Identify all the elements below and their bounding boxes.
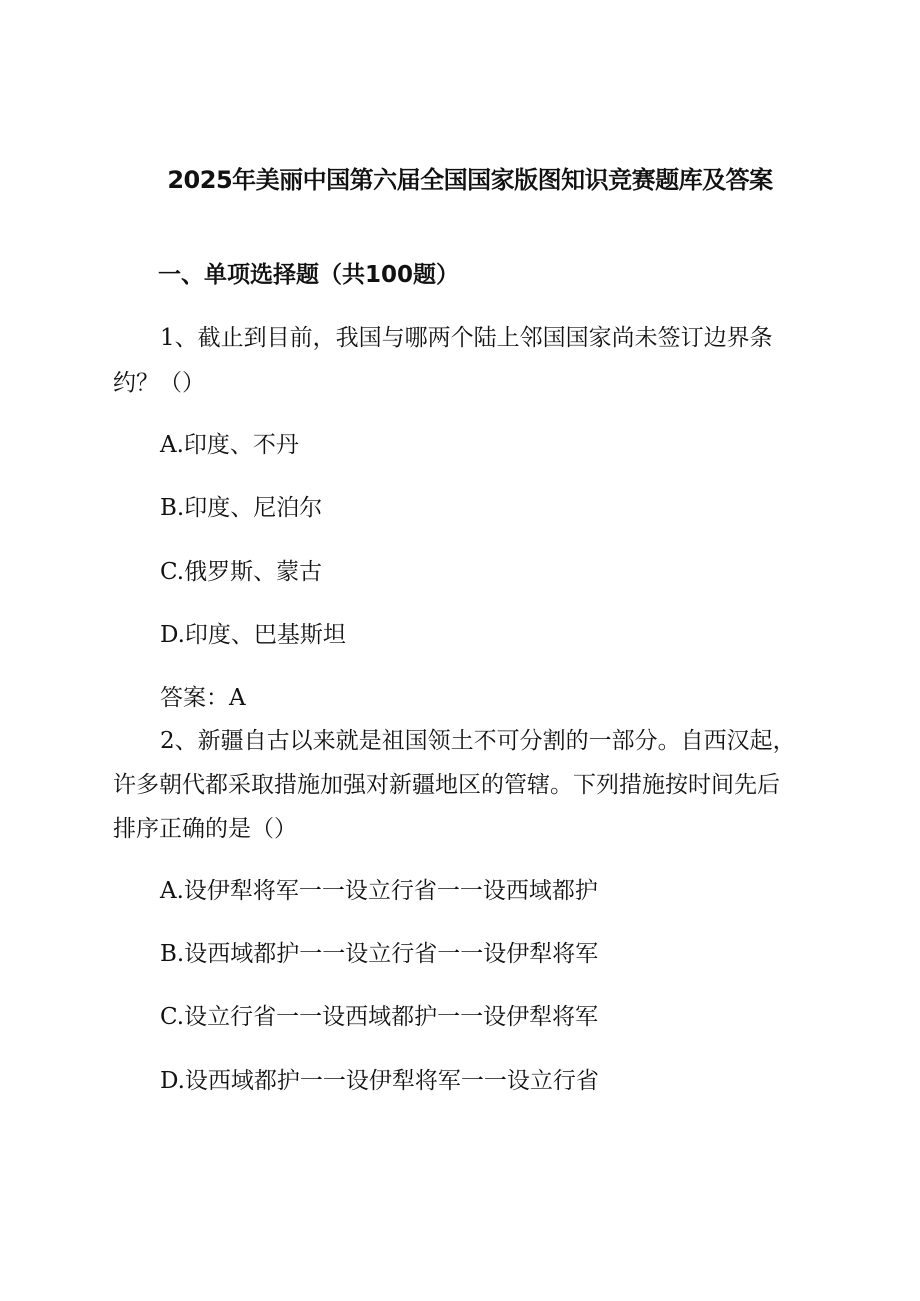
question-2-stem-line-3: 排序正确的是（） [113, 816, 297, 842]
question-2-option-c: C.设立行省一一设西域都护一一设伊犁将军 [160, 1004, 599, 1030]
question-1-option-a: A.印度、不丹 [160, 432, 299, 458]
section-heading: 一、单项选择题（共100题） [158, 262, 460, 288]
question-2-option-b: B.设西域都护一一设立行省一一设伊犁将军 [160, 941, 599, 967]
question-1-option-b: B.印度、尼泊尔 [160, 495, 323, 521]
question-1-option-d: D.印度、巴基斯坦 [160, 622, 346, 648]
document-title: 2025年美丽中国第六届全国国家版图知识竞赛题库及答案 [167, 166, 773, 194]
question-1-stem-line-1: 1、截止到目前，我国与哪两个陆上邻国国家尚未签订边界条 [160, 325, 773, 351]
question-2-option-a: A.设伊犁将军一一设立行省一一设西域都护 [160, 878, 598, 904]
question-2-stem-line-2: 许多朝代都采取措施加强对新疆地区的管辖。下列措施按时间先后 [113, 772, 780, 798]
question-1-stem-line-2: 约？（） [113, 370, 205, 396]
question-2-option-d: D.设西域都护一一设伊犁将军一一设立行省 [160, 1068, 599, 1094]
question-2-stem-line-1: 2、新疆自古以来就是祖国领土不可分割的一部分。自西汉起， [160, 728, 796, 754]
question-1-answer: 答案：A [160, 685, 246, 711]
question-1-option-c: C.俄罗斯、蒙古 [160, 559, 323, 585]
